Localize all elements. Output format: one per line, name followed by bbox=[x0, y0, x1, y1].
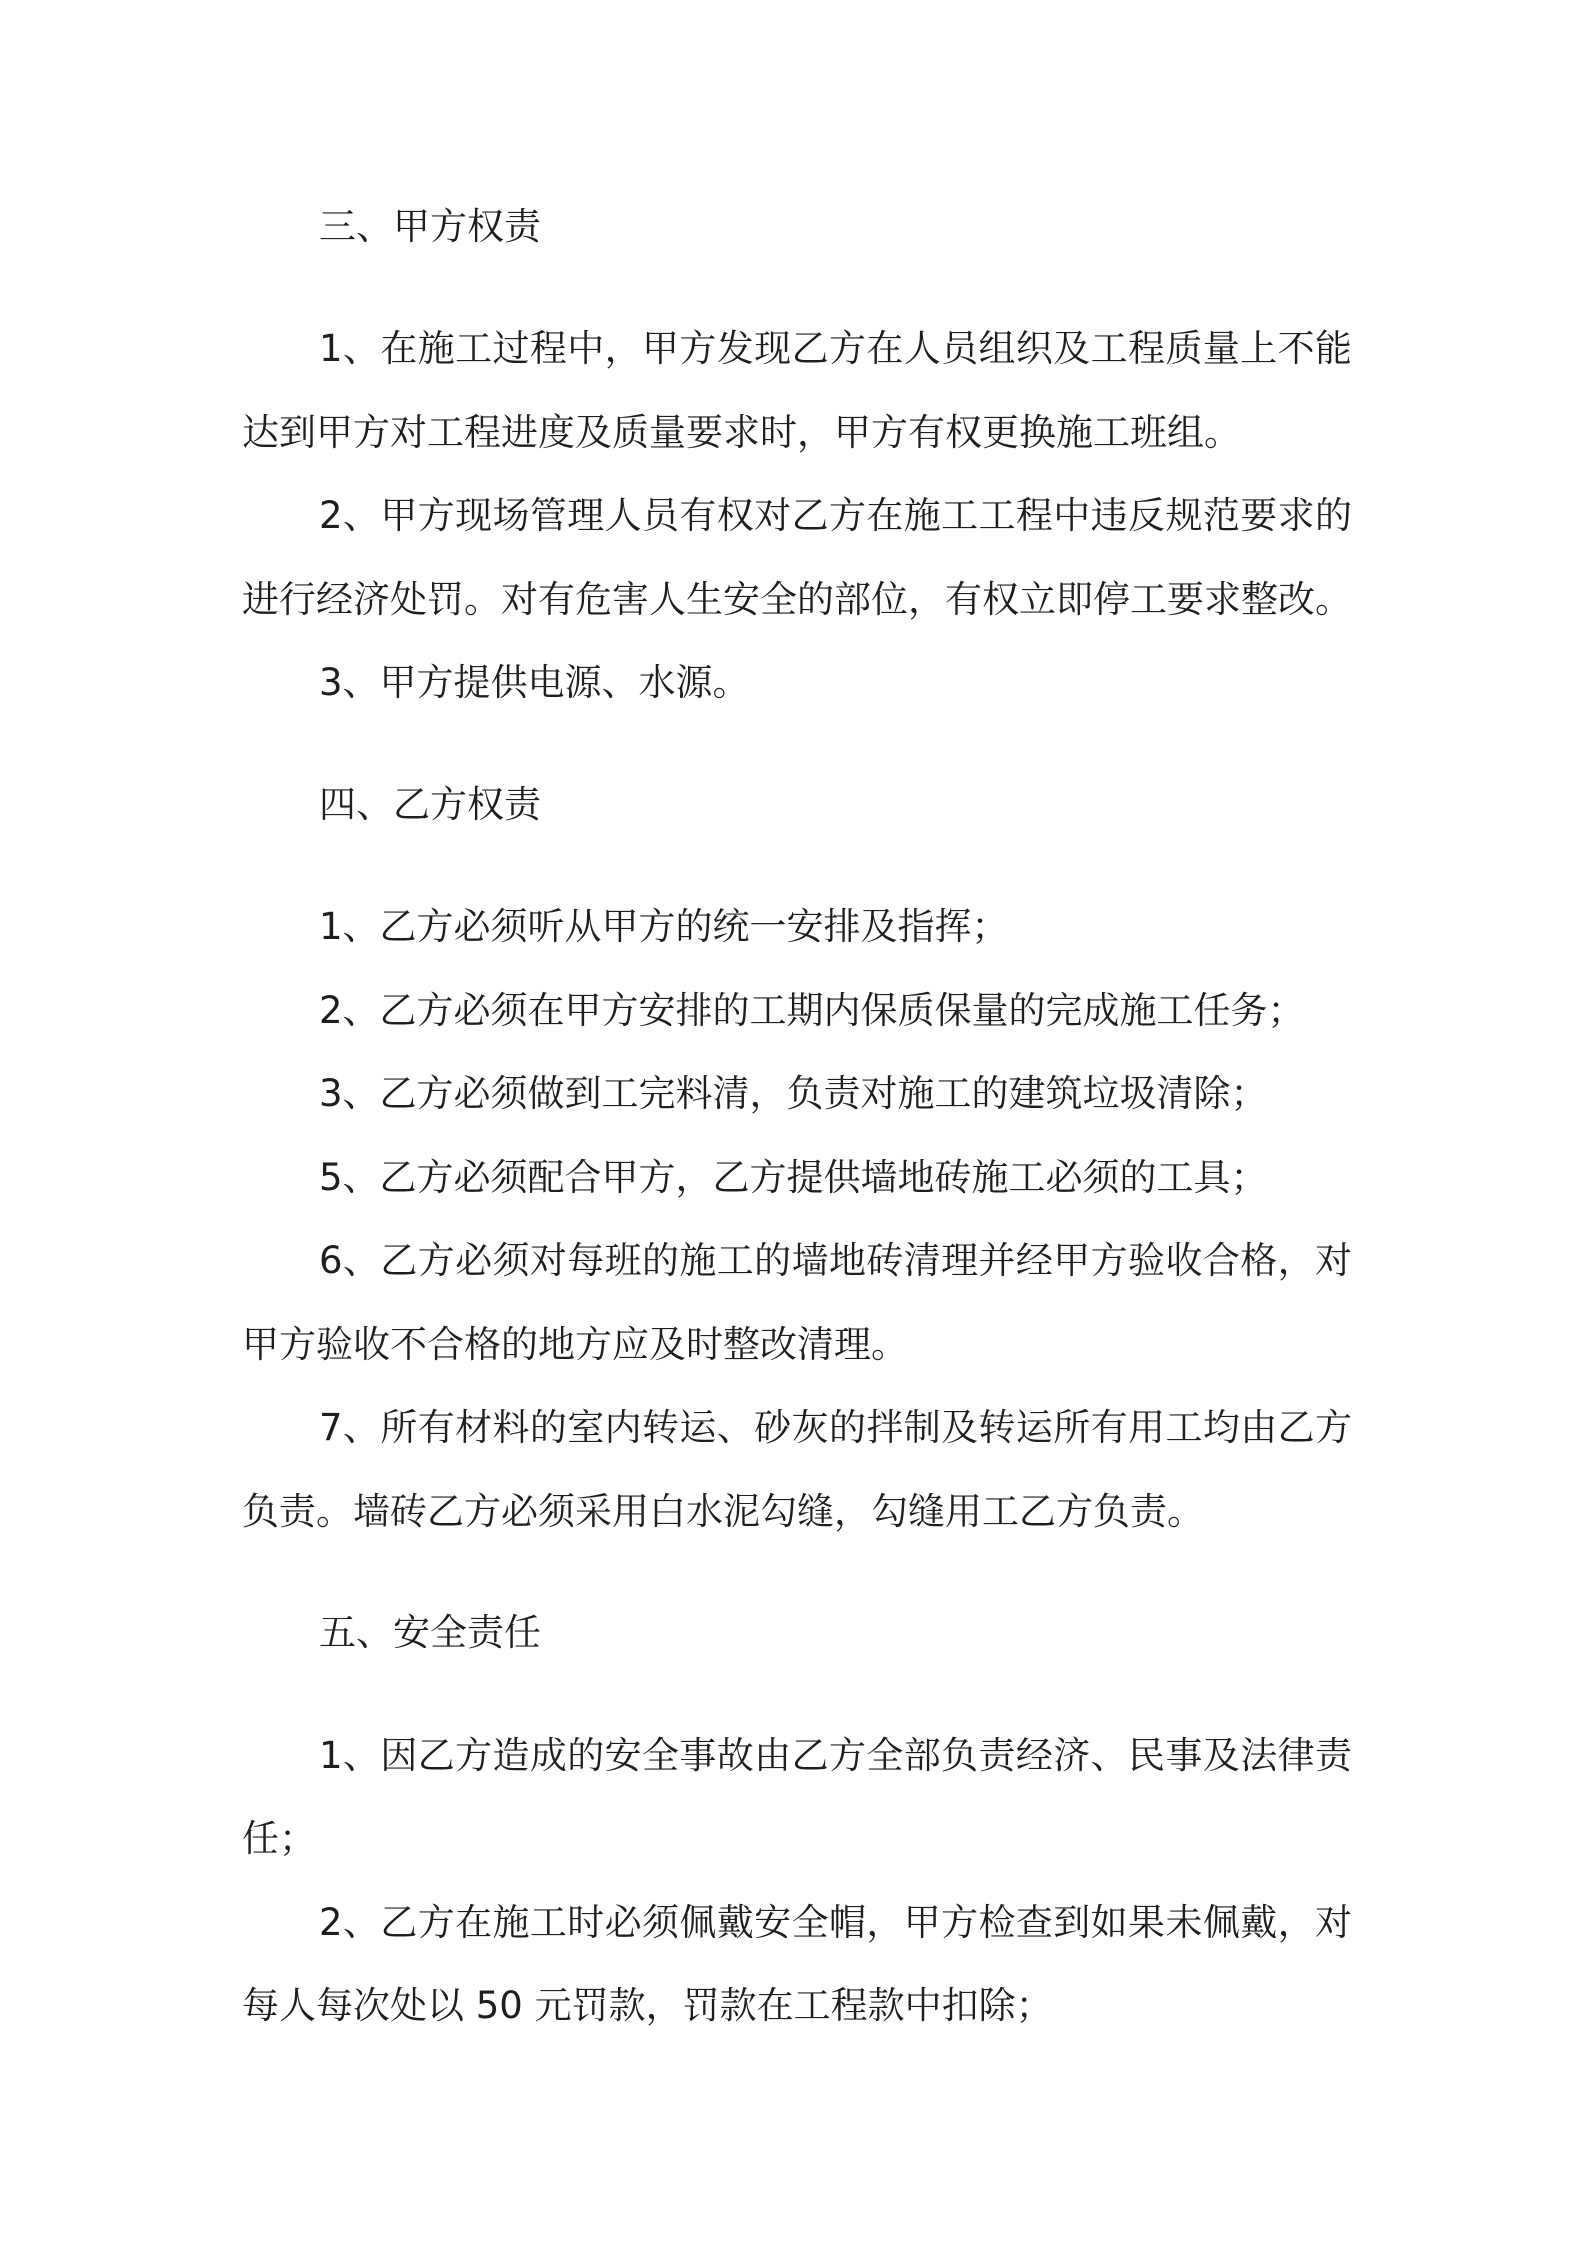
clause-item bbox=[242, 1052, 1352, 1136]
section-heading: 五、安全责任 bbox=[319, 1611, 541, 1655]
section-party-b-rights bbox=[242, 725, 1352, 1554]
clause-item bbox=[242, 1136, 1352, 1220]
section-heading: 四、乙方权责 bbox=[319, 782, 541, 826]
clause-line: 7、所有材料的室内转运、砂灰的拌制及转运所有用工均由乙方 bbox=[319, 1406, 1352, 1450]
clause-line: 1、乙方必须听从甲方的统一安排及指挥； bbox=[319, 905, 1009, 949]
clause-line: 5、乙方必须配合甲方，乙方提供墙地砖施工必须的工具； bbox=[319, 1155, 1268, 1199]
clause-item bbox=[242, 641, 1352, 725]
clause-item bbox=[242, 307, 1352, 474]
section-safety-responsibility bbox=[242, 1553, 1352, 2048]
clause-line: 甲方验收不合格的地方应及时整改清理。 bbox=[242, 1322, 908, 1366]
clause-item bbox=[242, 1219, 1352, 1386]
clause-line: 2、乙方在施工时必须佩戴安全帽，甲方检查到如果未佩戴，对 bbox=[319, 1900, 1352, 1944]
clause-line: 3、甲方提供电源、水源。 bbox=[319, 661, 750, 705]
clause-line: 3、乙方必须做到工完料清，负责对施工的建筑垃圾清除； bbox=[319, 1072, 1268, 1116]
clause-line: 进行经济处罚。对有危害人生安全的部位，有权立即停工要求整改。 bbox=[242, 577, 1352, 621]
clause-line: 1、因乙方造成的安全事故由乙方全部负责经济、民事及法律责 bbox=[319, 1733, 1352, 1777]
section-heading: 三、甲方权责 bbox=[319, 204, 541, 248]
clause-item bbox=[242, 1386, 1352, 1553]
clause-line: 1、在施工过程中，甲方发现乙方在人员组织及工程质量上不能 bbox=[319, 327, 1352, 371]
section-party-a-rights bbox=[242, 147, 1352, 725]
clause-item bbox=[242, 1881, 1352, 2048]
clause-line: 2、甲方现场管理人员有权对乙方在施工工程中违反规范要求的 bbox=[319, 494, 1352, 538]
clause-item bbox=[242, 474, 1352, 641]
clause-line: 6、乙方必须对每班的施工的墙地砖清理并经甲方验收合格，对 bbox=[319, 1239, 1352, 1283]
clause-item bbox=[242, 969, 1352, 1053]
document-body bbox=[242, 147, 1352, 2048]
clause-line: 负责。墙砖乙方必须采用白水泥勾缝，勾缝用工乙方负责。 bbox=[242, 1489, 1204, 1533]
clause-line: 2、乙方必须在甲方安排的工期内保质保量的完成施工任务； bbox=[319, 988, 1305, 1032]
clause-line: 达到甲方对工程进度及质量要求时，甲方有权更换施工班组。 bbox=[242, 410, 1241, 454]
clause-line: 任； bbox=[242, 1817, 316, 1861]
clause-item bbox=[242, 1714, 1352, 1881]
clause-item bbox=[242, 885, 1352, 969]
clause-line: 每人每次处以 50 元罚款，罚款在工程款中扣除； bbox=[242, 1984, 1053, 2028]
